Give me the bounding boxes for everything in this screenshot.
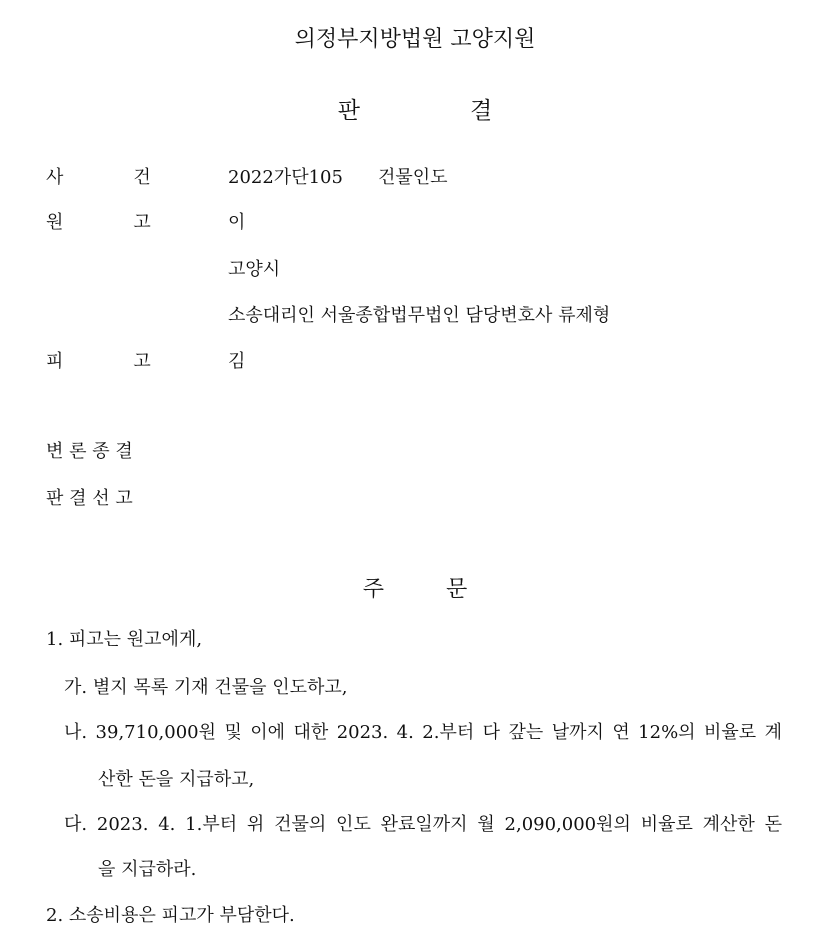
- defendant-label: [46, 347, 151, 373]
- court-name: 의정부지방법원 고양지원: [294, 27, 536, 52]
- order-item-2: 2. 소송비용은 피고가 부담한다.: [46, 905, 295, 926]
- order-item-1-c-line-1: 다. 2023. 4. 1.부터 위 건물의 인도 완료일까지 월 2,090,000원의 비율로 계산한 돈: [64, 814, 782, 835]
- defendant-label-char-2: 고: [133, 351, 151, 372]
- case-name: 건물인도: [378, 167, 448, 188]
- plaintiff-label-char-1: 원: [46, 212, 64, 233]
- doc-type-char-2: 결: [470, 98, 493, 124]
- order-item-1-b-line-2: 산한 돈을 지급하고,: [98, 769, 255, 790]
- defendant-label-char-1: 피: [46, 351, 64, 372]
- defendant-name: 김: [228, 351, 246, 372]
- order-title-char-1: 주: [362, 577, 384, 602]
- plaintiff-label-char-2: 고: [133, 212, 151, 233]
- order-section-title: [0, 572, 830, 603]
- case-label-char-1: 사: [46, 167, 64, 188]
- plaintiff-label: [46, 208, 151, 234]
- plaintiff-counsel: 소송대리인 서울종합법무법인 담당변호사 류제형: [228, 305, 611, 326]
- order-item-1: 1. 피고는 원고에게,: [46, 629, 203, 650]
- argument-concluded-label: 변 론 종 결: [46, 441, 133, 462]
- case-label-char-2: 건: [133, 167, 151, 188]
- plaintiff-name: 이: [228, 212, 246, 233]
- document-type-title: [0, 92, 830, 125]
- plaintiff-address: 고양시: [228, 259, 281, 280]
- order-item-1-b-line-1: 나. 39,710,000원 및 이에 대한 2023. 4. 2.부터 다 갚는 날까지 연 12%의 비율로 계: [64, 722, 782, 743]
- order-item-1-c-line-2: 을 지급하라.: [98, 859, 197, 880]
- doc-type-char-1: 판: [337, 98, 360, 124]
- judgment-date-label: 판 결 선 고: [46, 488, 133, 509]
- case-label: [46, 163, 151, 189]
- order-item-1-a: 가. 별지 목록 기재 건물을 인도하고,: [64, 677, 348, 698]
- case-number: 2022가단105: [228, 167, 343, 188]
- order-title-char-2: 문: [446, 577, 468, 602]
